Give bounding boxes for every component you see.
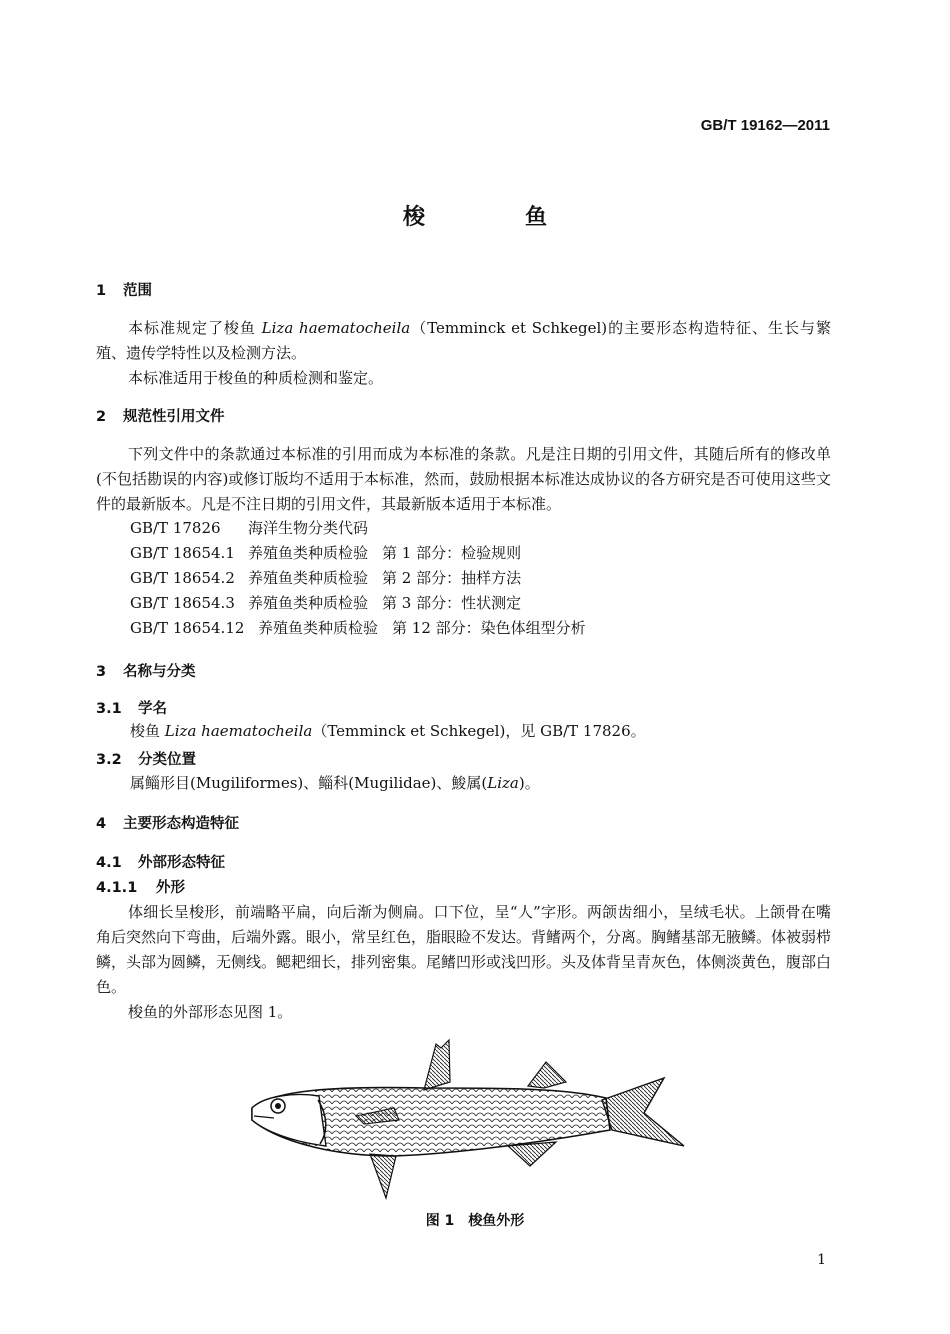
section-number: 1 xyxy=(96,283,107,299)
standard-code: GB/T 19162—2011 xyxy=(700,117,830,134)
dorsal-fin-2 xyxy=(528,1062,566,1088)
fish-head xyxy=(252,1095,326,1147)
section-4-1-1-heading xyxy=(96,876,185,897)
section-4-1-heading xyxy=(96,851,225,872)
scope-applicability: 本标准适用于梭鱼的种质检测和鉴定。 xyxy=(128,369,384,387)
references-paragraph: 下列文件中的条款通过本标准的引用而成为本标准的条款。凡是注日期的引用文件，其随后所有的修改单(不包括勘误的内容)或修订版均不适用于本标准，然而，鼓励根据本标准达成协议的各方研究是否可使用这些文件的最新版本。凡是不注日期的引用文件，其最新版本适用于本标准。 xyxy=(96,445,831,513)
section-number: 3.1 xyxy=(96,701,122,717)
section-number: 3 xyxy=(96,664,107,680)
section-number: 4 xyxy=(96,816,107,832)
page-number: 1 xyxy=(817,1252,826,1268)
section-number: 4.1.1 xyxy=(96,880,138,896)
section-4-heading xyxy=(96,812,239,833)
latin-name: Liza haematocheila xyxy=(261,319,411,337)
reference-item: GB/T 18654.12 养殖鱼类种质检验 第 12 部分：染色体组型分析 xyxy=(130,619,586,637)
section-title: 外部形态特征 xyxy=(138,855,225,871)
dorsal-fin-1 xyxy=(424,1040,450,1090)
latin-name: Liza xyxy=(487,774,519,792)
section-3-heading xyxy=(96,660,196,681)
latin-name: Liza haematocheila xyxy=(164,722,313,740)
caudal-fin xyxy=(602,1078,684,1146)
section-title: 学名 xyxy=(138,701,167,717)
pelvic-fin xyxy=(370,1154,396,1198)
reference-item: GB/T 17826 海洋生物分类代码 xyxy=(130,519,369,537)
section-title: 分类位置 xyxy=(138,752,196,768)
section-number: 4.1 xyxy=(96,855,122,871)
figure-caption-text: 梭鱼外形 xyxy=(468,1213,525,1229)
figure-reference-text: 梭鱼的外部形态见图 1。 xyxy=(128,1003,293,1021)
morphology-paragraph: 体细长呈梭形，前端略平扁，向后渐为侧扁。口下位，呈“人”字形。两颌齿细小，呈绒毛状。上颌骨在嘴角后突然向下弯曲，后端外露。眼小，常呈红色，脂眼睑不发达。背鳍两个，分离。胸鳍基部无腋鳞。体被弱栉鳞，头部为圆鳞，无侧线。鳃耙细长，排列密集。尾鳍凹形或浅凹形。头及体背呈青灰色，体侧淡黄色，腹部白色。 xyxy=(96,903,832,996)
scientific-name-text: 梭鱼 Liza haematocheila（Temminck et Schkegel)，见 GB/T 17826。 xyxy=(130,722,646,740)
figure-label: 图 1 xyxy=(425,1213,455,1229)
section-title: 范围 xyxy=(123,283,152,299)
section-title: 主要形态构造特征 xyxy=(123,816,239,832)
section-number: 2 xyxy=(96,409,107,425)
reference-item: GB/T 18654.1 养殖鱼类种质检验 第 1 部分：检验规则 xyxy=(130,544,522,562)
reference-item: GB/T 18654.2 养殖鱼类种质检验 第 2 部分：抽样方法 xyxy=(130,569,522,587)
section-3-2-heading xyxy=(96,748,196,769)
fish-illustration xyxy=(244,1038,689,1203)
section-2-heading xyxy=(96,405,225,426)
section-title: 规范性引用文件 xyxy=(123,409,225,425)
section-number: 3.2 xyxy=(96,752,122,768)
section-title: 名称与分类 xyxy=(123,664,196,680)
page-title: 梭鱼 xyxy=(402,205,647,230)
scope-paragraph: 本标准规定了梭鱼 Liza haematocheila（Temminck et Schkegel)的主要形态构造特征、生长与繁殖、遗传学特性以及检测方法。 xyxy=(96,319,831,362)
anal-fin xyxy=(508,1142,556,1166)
classification-text: 属鲻形目(Mugiliformes)、鲻科(Mugilidae)、鮻属(Liza)。 xyxy=(130,774,540,792)
section-1-heading xyxy=(96,279,152,300)
section-3-1-heading xyxy=(96,697,167,718)
reference-item: GB/T 18654.3 养殖鱼类种质检验 第 3 部分：性状测定 xyxy=(130,594,522,612)
section-title: 外形 xyxy=(156,880,185,896)
figure-caption xyxy=(0,1210,950,1230)
